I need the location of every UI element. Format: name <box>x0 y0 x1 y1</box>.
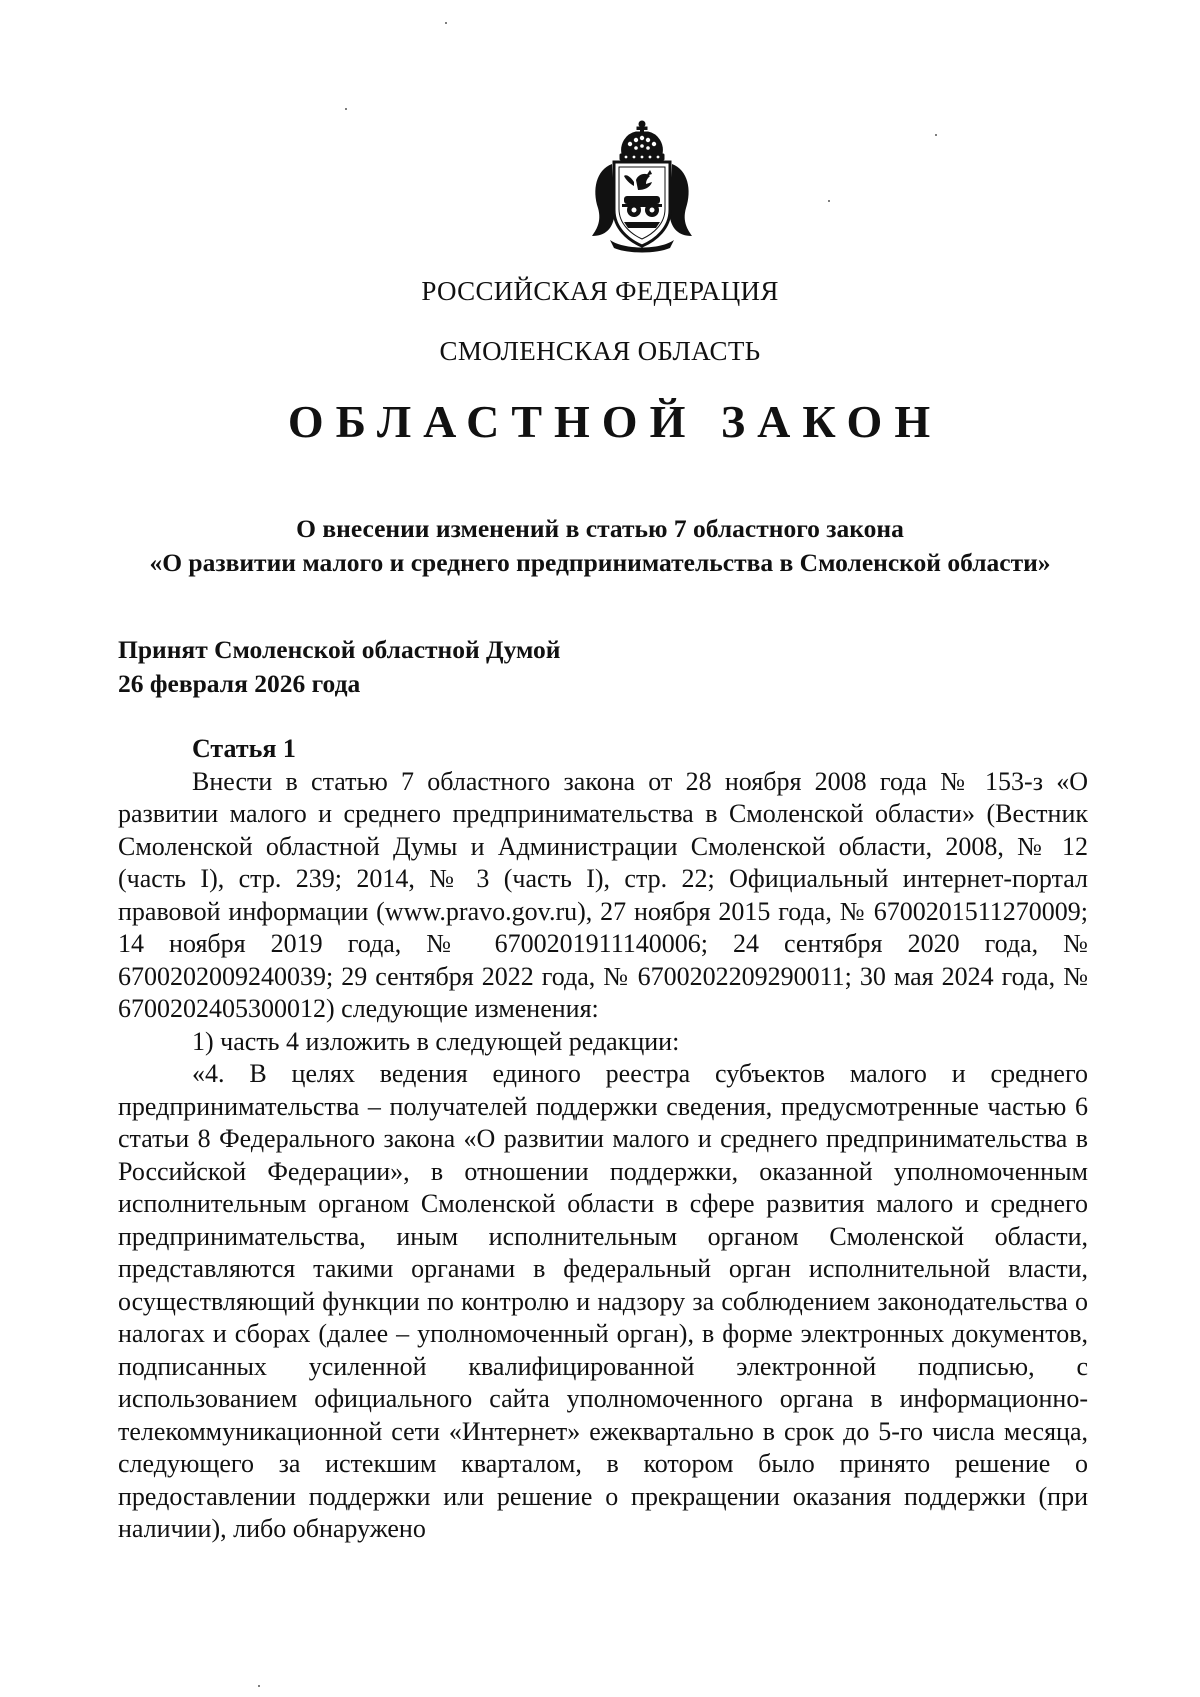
article-intro-paragraph: Внести в статью 7 областного закона от 28 ноября 2008 года № 153-з «О развитии малого и среднего предпринимательства в Смоленской области» (Вестник Смоленской областной Думы и Администрации Смоленской области, 2008, № 12 (часть I), стр. 239; 2014, № 3 (часть I), стр. 22; Официальный интернет-портал правовой информации (www.pravo.gov.ru), 27 ноября 2015 года, № 6700201511270009; 14 ноября 2019 года, № 6700201911140006; 24 сентября 2020 года, № 6700202009240039; 29 сентября 2022 года, № 6700202209290011; 30 мая 2024 года, № 6700202405300012) следующие изменения: <box>118 766 1088 1023</box>
quoted-part-4-paragraph: «4. В целях ведения единого реестра субъектов малого и среднего предпринимательства – получателей поддержки сведения, предусмотренные частью 6 статьи 8 Федерального закона «О развитии малого и среднего предпринимательства в Российской Федерации», в отношении поддержки, оказанной уполномоченным исполнительным органом Смоленской области в сфере развития малого и среднего предпринимательства, иным исполнительным органом Смоленской области, представляются такими органами в федеральный орган исполнительной власти, осуществляющий функции по контролю и надзору за соблюдением законодательства о налогах и сборах (далее – уполномоченный орган), в форме электронных документов, подписанных усиленной квалифицированной электронной подписью, с использованием официального сайта уполномоченного органа в информационно-телекоммуникационной сети «Интернет» ежеквартально в срок до 5-го числа месяца, следующего за истекшим кварталом, в котором было принято решение о предоставлении поддержки или решение о прекращении оказания поддержки (при наличии), либо обнаружено <box>118 1059 1088 1543</box>
scan-speck <box>935 134 937 136</box>
article-item-1: 1) часть 4 изложить в следующей редакции: <box>192 1026 680 1056</box>
adoption-info <box>118 633 560 701</box>
scan-speck <box>345 108 347 110</box>
law-title-line-1: О внесении изменений в статью 7 областного закона <box>296 514 904 543</box>
law-title <box>0 512 1200 580</box>
article-body <box>118 733 1088 1546</box>
region-name: СМОЛЕНСКАЯ ОБЛАСТЬ <box>439 336 761 366</box>
scan-speck <box>828 200 830 202</box>
adoption-body: Принят Смоленской областной Думой <box>118 635 561 664</box>
article-heading: Статья 1 <box>192 734 296 763</box>
law-type-heading: ОБЛАСТНОЙ ЗАКОН <box>287 396 943 447</box>
smolensk-coat-of-arms-icon <box>590 118 694 254</box>
scan-speck <box>445 22 447 24</box>
country-name: РОССИЙСКАЯ ФЕДЕРАЦИЯ <box>421 276 779 306</box>
scan-speck <box>258 1685 260 1687</box>
adoption-date: 26 февраля 2026 года <box>118 669 361 698</box>
law-title-line-2: «О развитии малого и среднего предпринимательства в Смоленской области» <box>149 548 1051 577</box>
